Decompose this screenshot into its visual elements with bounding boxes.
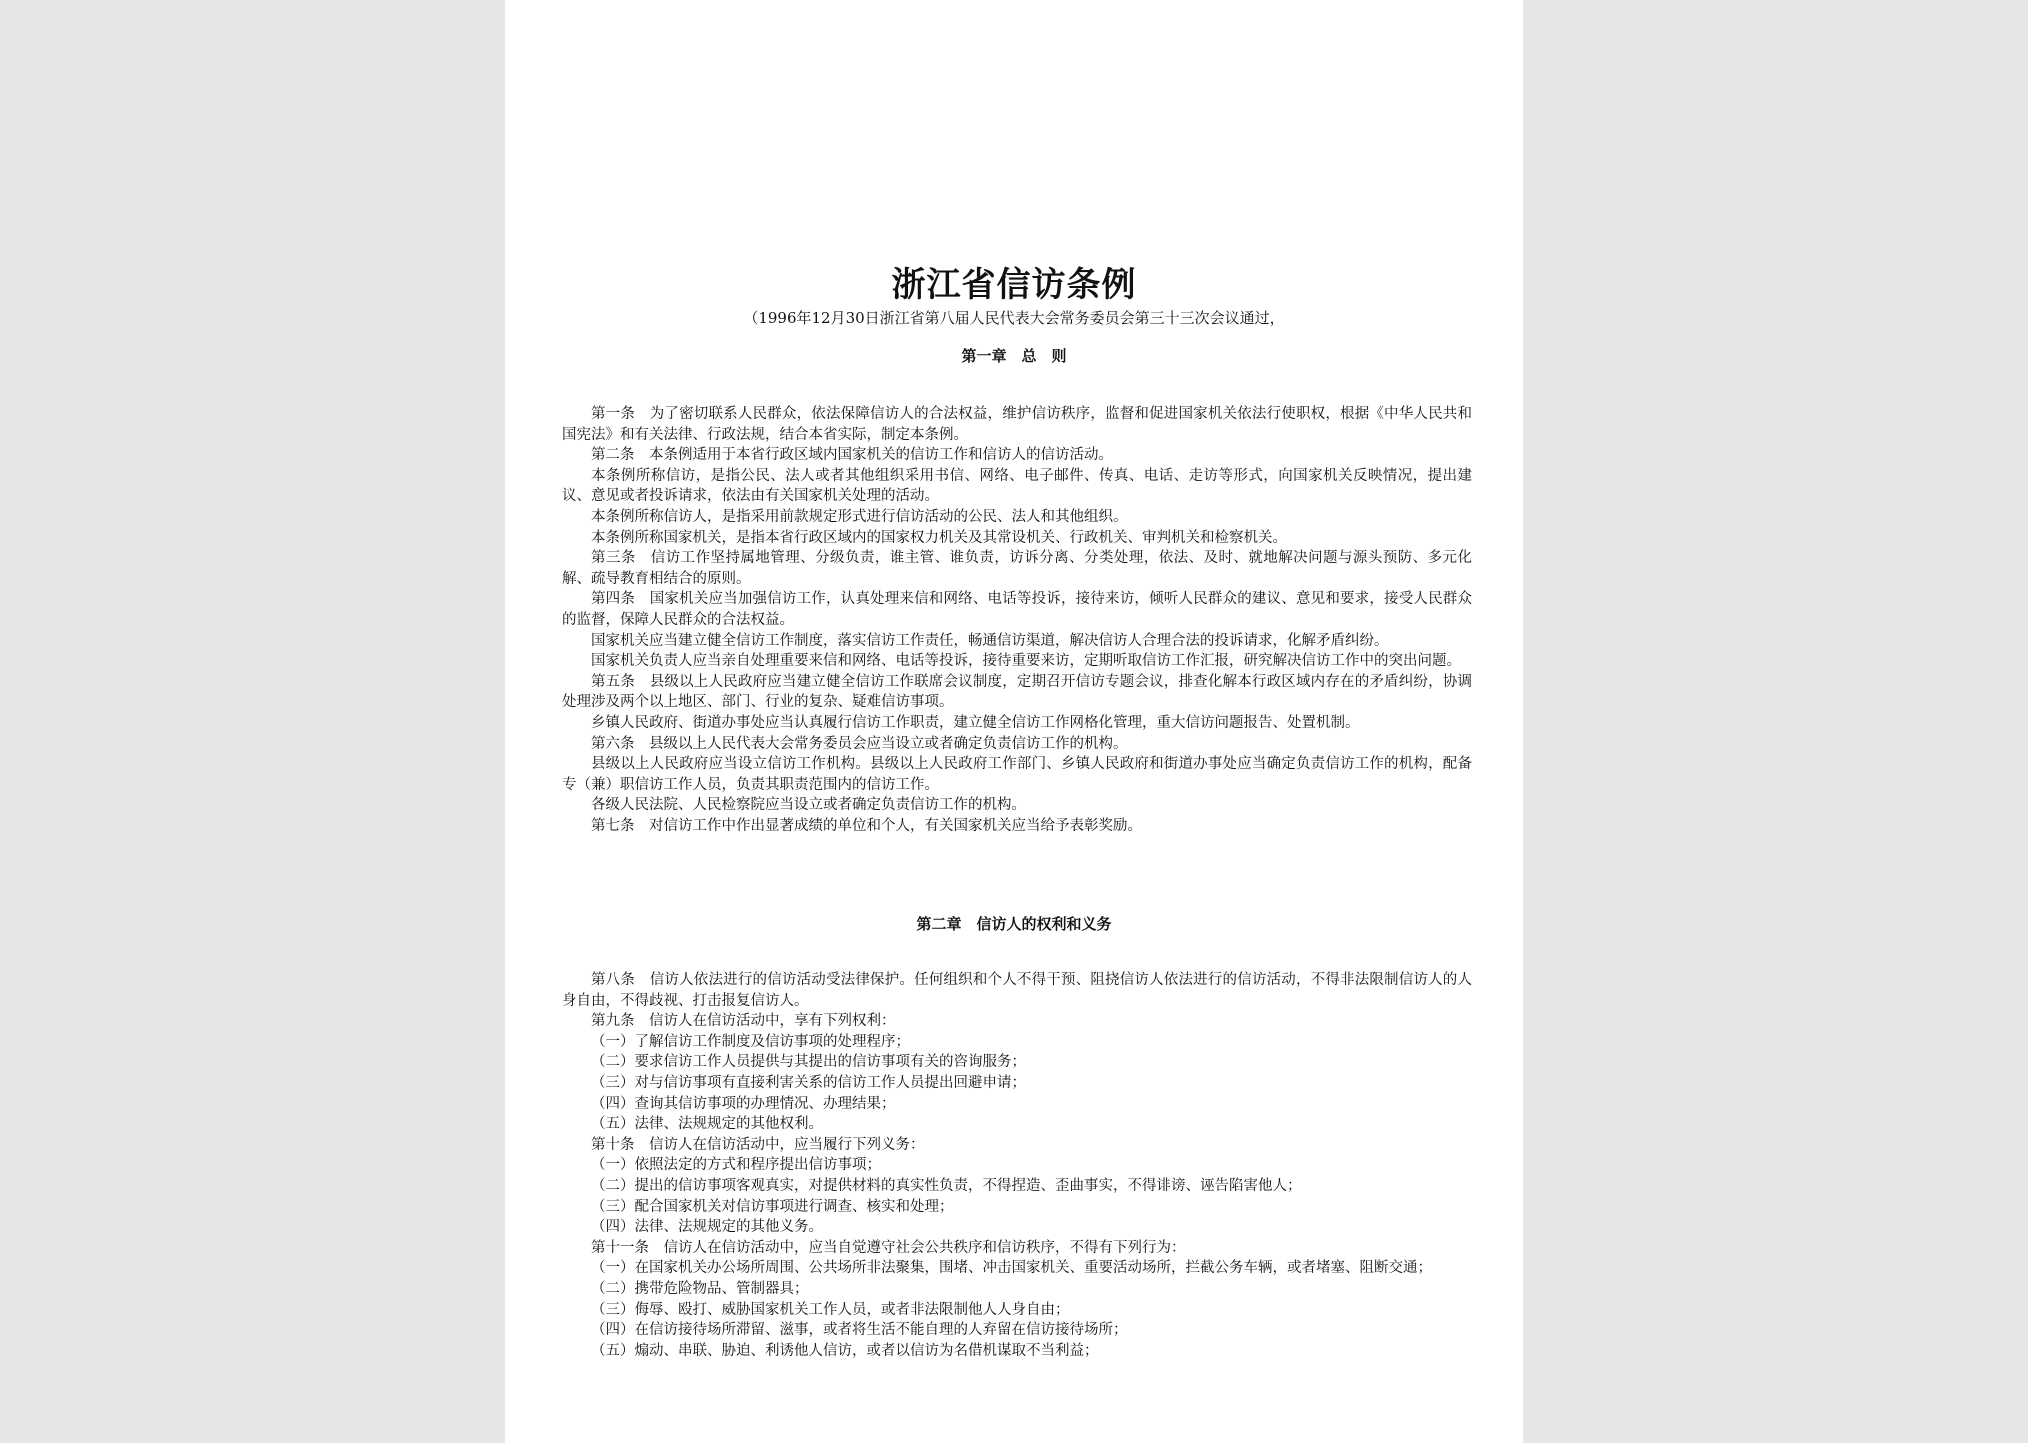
paragraph: 国家机关负责人应当亲自处理重要来信和网络、电话等投诉，接待重要来访，定期听取信访工作汇报，研究解决信访工作中的突出问题。 <box>591 653 1461 670</box>
paragraph: 国家机关应当建立健全信访工作制度，落实信访工作责任，畅通信访渠道，解决信访人合理合法的投诉请求，化解矛盾纠纷。 <box>591 632 1389 649</box>
paragraph: 第六条 县级以上人民代表大会常务委员会应当设立或者确定负责信访工作的机构。 <box>591 735 1128 752</box>
paragraph: 第十条 信访人在信访活动中，应当履行下列义务： <box>591 1136 925 1153</box>
paragraph: 第十一条 信访人在信访活动中，应当自觉遵守社会公共秩序和信访秩序，不得有下列行为： <box>591 1239 1186 1256</box>
paragraph: 第五条 县级以上人民政府应当建立健全信访工作联席会议制度，定期召开信访专题会议，排查化解本行政区域内存在的矛盾纠纷，协调处理涉及两个以上地区、部门、行业的复杂、疑难信访事项。 <box>562 673 1472 711</box>
document-subtitle: （1996年12月30日浙江省第八届人民代表大会常务委员会第三十三次会议通过， <box>743 309 1285 327</box>
document-page <box>505 0 1523 1443</box>
paragraph: （一）在国家机关办公场所周围、公共场所非法聚集，围堵、冲击国家机关、重要活动场所，拦截公务车辆，或者堵塞、阻断交通； <box>591 1260 1432 1277</box>
paragraph: （三）配合国家机关对信访事项进行调查、核实和处理； <box>591 1198 954 1215</box>
paragraph: 本条例所称国家机关，是指本省行政区域内的国家权力机关及其常设机关、行政机关、审判机关和检察机关。 <box>591 529 1287 546</box>
paragraph: 乡镇人民政府、街道办事处应当认真履行信访工作职责，建立健全信访工作网格化管理，重大信访问题报告、处置机制。 <box>591 714 1360 731</box>
paragraph: （四）查询其信访事项的办理情况、办理结果； <box>591 1095 896 1112</box>
paragraph: 第一条 为了密切联系人民群众，依法保障信访人的合法权益，维护信访秩序，监督和促进国家机关依法行使职权，根据《中华人民共和国宪法》和有关法律、行政法规，结合本省实际，制定本条例。 <box>562 406 1472 443</box>
paragraph: （一）依照法定的方式和程序提出信访事项； <box>591 1157 881 1174</box>
paragraph: 第八条 信访人依法进行的信访活动受法律保护。任何组织和个人不得干预、阻挠信访人依法进行的信访活动，不得非法限制信访人的人身自由，不得歧视、打击报复信访人。 <box>562 972 1472 1009</box>
paragraph: （五）法律、法规规定的其他权利。 <box>591 1116 823 1133</box>
paragraph: （三）侮辱、殴打、威胁国家机关工作人员，或者非法限制他人人身自由； <box>591 1301 1070 1318</box>
paragraph: 第九条 信访人在信访活动中，享有下列权利： <box>591 1013 896 1030</box>
paragraph: 第七条 对信访工作中作出显著成绩的单位和个人，有关国家机关应当给予表彰奖励。 <box>591 817 1142 834</box>
paragraph: （二）要求信访工作人员提供与其提出的信访事项有关的咨询服务； <box>591 1054 1026 1071</box>
chapter-heading: 第二章 信访人的权利和义务 <box>916 915 1112 933</box>
paragraph: （二）提出的信访事项客观真实，对提供材料的真实性负责，不得捏造、歪曲事实，不得诽谤、诬告陷害他人； <box>591 1177 1302 1194</box>
paragraph: （三）对与信访事项有直接利害关系的信访工作人员提出回避申请； <box>591 1074 1026 1091</box>
paragraph: （二）携带危险物品、管制器具； <box>591 1280 809 1297</box>
chapter-body <box>562 404 1472 836</box>
paragraph: 本条例所称信访人，是指采用前款规定形式进行信访活动的公民、法人和其他组织。 <box>591 508 1128 525</box>
paragraph: 县级以上人民政府应当设立信访工作机构。县级以上人民政府工作部门、乡镇人民政府和街道办事处应当确定负责信访工作的机构，配备专（兼）职信访工作人员，负责其职责范围内的信访工作。 <box>562 756 1472 793</box>
paragraph: 各级人民法院、人民检察院应当设立或者确定负责信访工作的机构。 <box>591 797 1026 814</box>
document-title: 浙江省信访条例 <box>891 265 1137 305</box>
paragraph: 第四条 国家机关应当加强信访工作，认真处理来信和网络、电话等投诉，接待来访，倾听人民群众的建议、意见和要求，接受人民群众的监督，保障人民群众的合法权益。 <box>562 591 1472 628</box>
chapter-body <box>562 970 1472 1361</box>
paragraph: 本条例所称信访，是指公民、法人或者其他组织采用书信、网络、电子邮件、传真、电话、走访等形式，向国家机关反映情况，提出建议、意见或者投诉请求，依法由有关国家机关处理的活动。 <box>562 467 1472 505</box>
paragraph: （四）法律、法规规定的其他义务。 <box>591 1219 823 1236</box>
paragraph: 第三条 信访工作坚持属地管理、分级负责，谁主管、谁负责，访诉分离、分类处理，依法、及时、就地解决问题与源头预防、多元化解、疏导教育相结合的原则。 <box>562 550 1472 587</box>
paragraph: （四）在信访接待场所滞留、滋事，或者将生活不能自理的人弃留在信访接待场所； <box>591 1322 1128 1339</box>
paragraph: 第二条 本条例适用于本省行政区域内国家机关的信访工作和信访人的信访活动。 <box>591 447 1113 464</box>
paragraph: （五）煽动、串联、胁迫、利诱他人信访，或者以信访为名借机谋取不当利益； <box>591 1342 1099 1359</box>
paragraph: （一）了解信访工作制度及信访事项的处理程序； <box>591 1033 910 1050</box>
chapter-heading: 第一章 总 则 <box>961 347 1067 365</box>
